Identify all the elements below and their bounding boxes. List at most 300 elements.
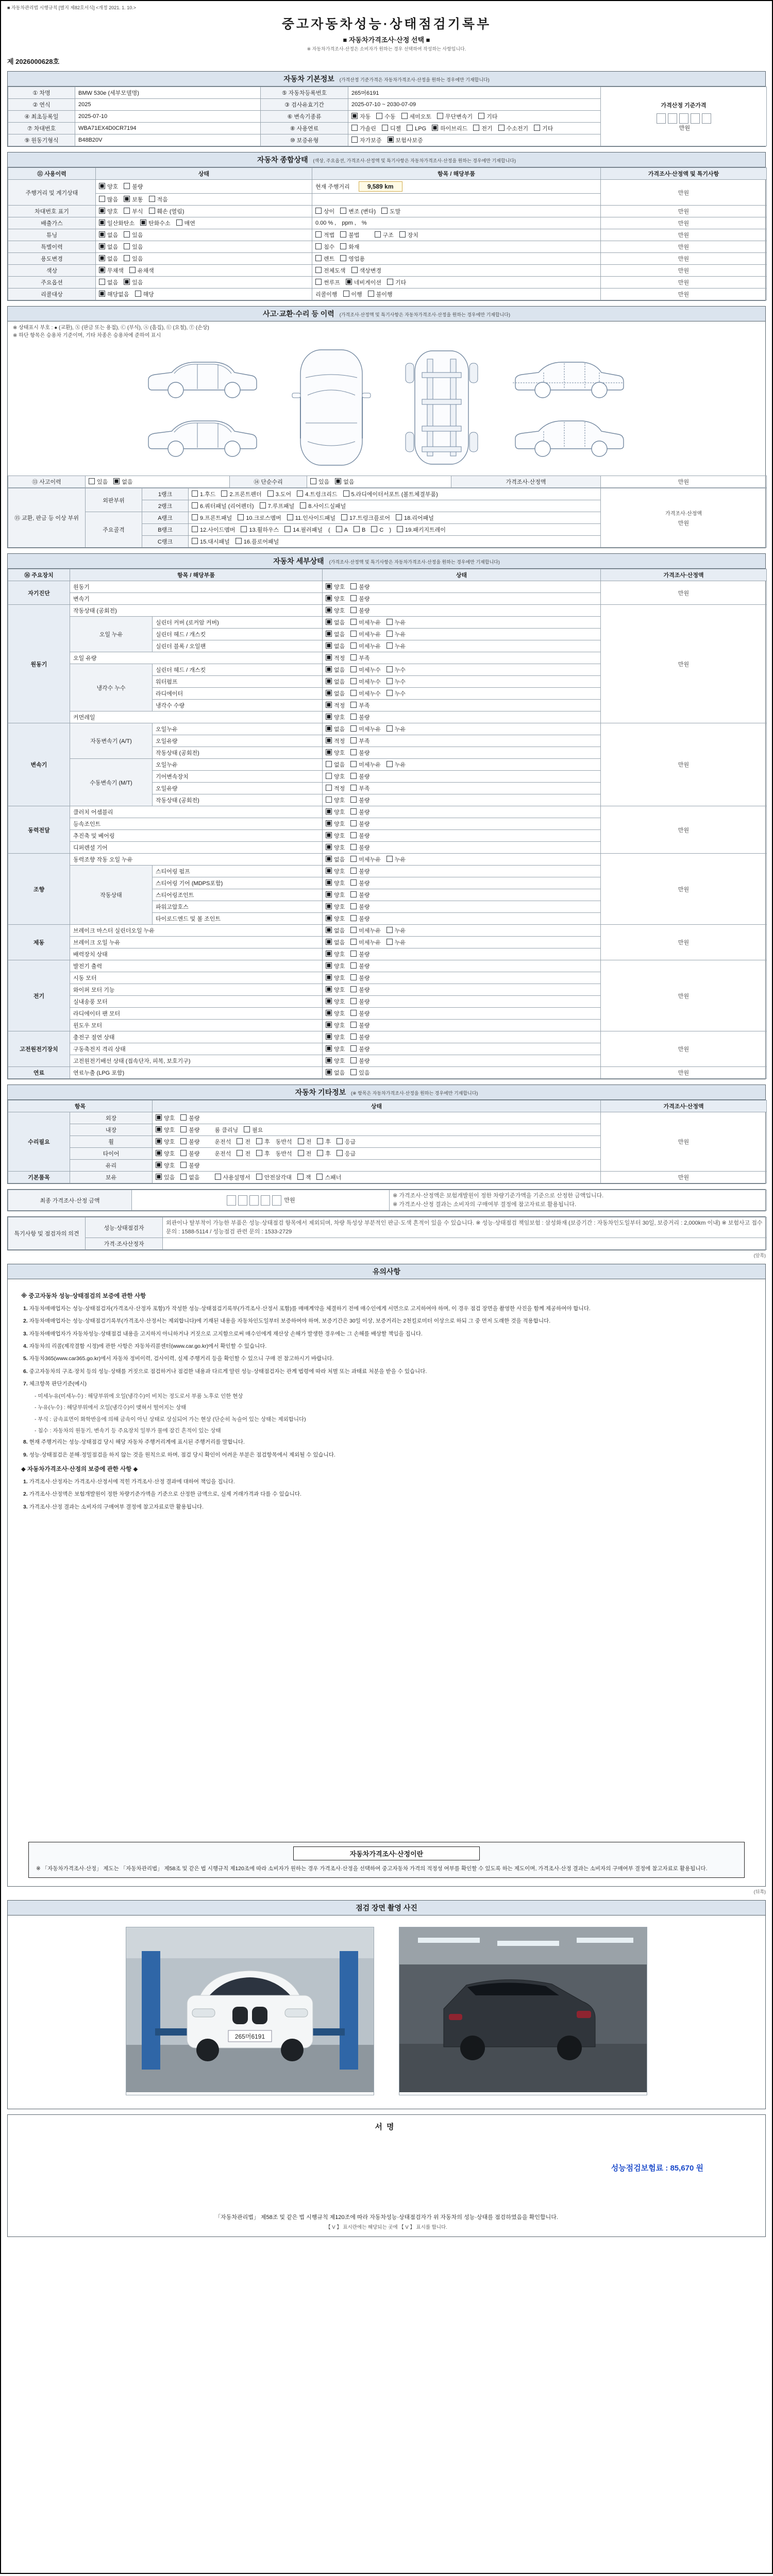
checkbox[interactable] [326, 666, 332, 672]
checkbox[interactable] [326, 690, 332, 696]
inline-text: 운전석 [214, 1139, 231, 1145]
check-option [335, 478, 354, 486]
check-option [326, 677, 345, 686]
checkbox[interactable] [386, 927, 393, 933]
price-cell: 만원 [601, 960, 767, 1031]
checkbox[interactable] [388, 137, 394, 143]
checkbox[interactable] [399, 231, 406, 238]
checkbox[interactable] [326, 631, 332, 637]
checkbox-label: 매연 [184, 221, 195, 227]
checkbox[interactable] [326, 785, 332, 791]
checkbox[interactable] [317, 1138, 323, 1144]
checkbox[interactable] [124, 279, 130, 285]
checkbox[interactable] [326, 678, 332, 684]
checkbox-label: 보험사보증 [395, 138, 423, 144]
checkbox[interactable] [156, 1126, 162, 1132]
vin-value: WBA71EX4D0CR7194 [75, 123, 261, 134]
checkbox[interactable] [149, 196, 155, 202]
checkbox[interactable] [335, 478, 341, 484]
checkbox[interactable] [237, 1150, 243, 1156]
check-option [326, 784, 345, 792]
checkbox-label: 미세누유 [359, 726, 381, 733]
checkbox[interactable] [350, 986, 357, 992]
checkbox[interactable] [326, 1045, 332, 1052]
checkbox[interactable] [350, 749, 357, 755]
checkbox[interactable] [124, 255, 130, 261]
checkbox[interactable] [351, 137, 358, 143]
checkbox[interactable] [326, 619, 332, 625]
checkbox[interactable] [326, 654, 332, 660]
check-option [149, 195, 168, 204]
checkbox[interactable] [343, 291, 349, 297]
checkbox[interactable] [375, 231, 381, 238]
checkbox[interactable] [473, 125, 479, 131]
signature-footer-line-1: 「자동차관리법」 제58조 및 같은 법 시행규칙 제120조에 따라 자동차성능·상태점검자가 위 자동차의 성능·상태를 점검하였음을 확인합니다. [215, 2214, 558, 2221]
checkbox-label: 미세누유 [359, 857, 381, 863]
checkbox[interactable] [298, 1138, 304, 1144]
checkbox[interactable] [350, 725, 357, 732]
check-option [326, 1057, 345, 1065]
checkbox-label: 전 [245, 1139, 251, 1145]
checkbox-label: A [344, 527, 348, 533]
check-option [397, 526, 446, 534]
checkbox[interactable] [350, 832, 357, 838]
checkbox[interactable] [351, 113, 358, 119]
checkbox[interactable] [215, 1174, 221, 1180]
check-option [498, 124, 529, 132]
checkbox[interactable] [351, 125, 358, 131]
checkbox[interactable] [371, 526, 377, 532]
warranty-label: ⑩ 보증유형 [261, 134, 348, 146]
checkbox[interactable] [315, 267, 322, 273]
checkbox[interactable] [326, 607, 332, 613]
checkbox[interactable] [350, 939, 357, 945]
checkbox[interactable] [350, 879, 357, 886]
checkbox[interactable] [350, 595, 357, 601]
checkbox[interactable] [238, 514, 244, 520]
checkbox[interactable] [350, 690, 357, 696]
checkbox[interactable] [350, 891, 357, 897]
check-option [221, 490, 261, 498]
vin-label: ⑦ 차대번호 [8, 123, 75, 134]
checkbox[interactable] [350, 1069, 357, 1075]
checkbox[interactable] [315, 208, 322, 214]
checkbox[interactable] [156, 1138, 162, 1144]
checkbox-label: 양호 [164, 1127, 175, 1133]
check-option [129, 266, 154, 275]
checkbox[interactable] [300, 502, 306, 509]
table-row [8, 476, 767, 488]
check-option [180, 1149, 199, 1158]
checkbox[interactable] [340, 231, 346, 238]
price-cell: 만원 [601, 1112, 767, 1172]
checkbox[interactable] [156, 1114, 162, 1121]
checkbox[interactable] [350, 974, 357, 980]
checkbox[interactable] [326, 1057, 332, 1063]
checkbox-label: 11.인사이드패널 [295, 515, 335, 521]
section-title-text: 자동차 기본정보 [283, 75, 334, 83]
checkbox[interactable] [99, 291, 105, 297]
checkbox[interactable] [386, 856, 393, 862]
state-cell [323, 818, 601, 830]
table-row [8, 1112, 767, 1124]
checkbox[interactable] [350, 773, 357, 779]
car-frame-side-svg [506, 346, 634, 469]
checkbox[interactable] [350, 1010, 357, 1016]
checkbox[interactable] [326, 749, 332, 755]
checkbox[interactable] [326, 808, 332, 815]
state-cell [153, 1136, 601, 1148]
checkbox[interactable] [376, 113, 382, 119]
checkbox[interactable] [192, 514, 198, 520]
checkbox[interactable] [386, 725, 393, 732]
checkbox[interactable] [315, 255, 322, 261]
checkbox[interactable] [350, 1057, 357, 1063]
checkbox[interactable] [99, 208, 105, 214]
document-subtitle: ■ 자동차가격조사·산정 선택 ■ [343, 36, 430, 44]
checkbox[interactable] [386, 678, 393, 684]
checkbox[interactable] [354, 526, 360, 532]
checkbox[interactable] [326, 927, 332, 933]
checkbox[interactable] [350, 915, 357, 921]
checkbox[interactable] [386, 642, 393, 649]
header-row [8, 1100, 767, 1112]
checkbox[interactable] [99, 255, 105, 261]
check-option [350, 1009, 369, 1018]
checkbox[interactable] [350, 844, 357, 850]
detail-cell [312, 217, 601, 229]
checkbox[interactable] [99, 219, 105, 226]
checkbox[interactable] [337, 1150, 343, 1156]
checkbox[interactable] [180, 1162, 187, 1168]
checkbox-label: 13.휠하우스 [249, 527, 279, 533]
checkbox[interactable] [326, 583, 332, 589]
checkbox[interactable] [180, 1126, 187, 1132]
checkbox[interactable] [350, 868, 357, 874]
checkbox[interactable] [326, 702, 332, 708]
checkbox[interactable] [156, 1162, 162, 1168]
year-value: 2025 [75, 99, 261, 111]
checkbox[interactable] [99, 231, 105, 238]
checkbox[interactable] [99, 183, 105, 189]
checkbox[interactable] [315, 243, 322, 249]
checkbox[interactable] [180, 1174, 187, 1180]
checkbox[interactable] [244, 1126, 250, 1132]
checkbox[interactable] [326, 761, 332, 767]
checkbox[interactable] [350, 678, 357, 684]
checkbox[interactable] [350, 927, 357, 933]
checkbox[interactable] [326, 737, 332, 743]
checkbox-label: 잭 [305, 1175, 311, 1181]
checkbox[interactable] [386, 690, 393, 696]
checkbox[interactable] [113, 478, 120, 484]
check-option [99, 207, 118, 215]
checkbox[interactable] [326, 951, 332, 957]
checkbox[interactable] [326, 595, 332, 601]
checkbox[interactable] [256, 1150, 262, 1156]
checkbox[interactable] [140, 219, 146, 226]
checkbox[interactable] [437, 113, 443, 119]
checkbox[interactable] [350, 702, 357, 708]
checkbox[interactable] [396, 514, 402, 520]
checkbox[interactable] [310, 478, 316, 484]
checkbox-label: 없음 [334, 667, 345, 673]
checkbox[interactable] [350, 856, 357, 862]
checkbox[interactable] [156, 1174, 162, 1180]
checkbox[interactable] [397, 526, 403, 532]
check-option [386, 725, 406, 733]
checkbox[interactable] [315, 231, 322, 238]
checkbox[interactable] [149, 208, 155, 214]
part-label: 작동상태 [70, 866, 153, 925]
checkbox[interactable] [326, 844, 332, 850]
checkbox[interactable] [317, 1150, 323, 1156]
checkbox[interactable] [326, 962, 332, 969]
checkbox[interactable] [407, 125, 413, 131]
item-name: 변속기 [70, 593, 323, 605]
checkbox[interactable] [326, 773, 332, 779]
checkbox-label: 불량 [359, 869, 370, 875]
checkbox[interactable] [192, 538, 198, 544]
checkbox[interactable] [256, 1138, 262, 1144]
detail-cell [312, 229, 601, 241]
car-side-views-diagram [139, 346, 267, 469]
checkbox[interactable] [135, 291, 141, 297]
item-name: 오일유량 [153, 735, 323, 747]
checkbox[interactable] [341, 514, 347, 520]
device-label: 조향 [8, 854, 70, 925]
check-option [351, 136, 382, 144]
checkbox[interactable] [287, 514, 293, 520]
checkbox[interactable] [99, 243, 105, 249]
checkbox[interactable] [350, 1045, 357, 1052]
checkbox-label: 불량 [359, 1035, 370, 1041]
checkbox[interactable] [350, 761, 357, 767]
checkbox[interactable] [340, 243, 346, 249]
checkbox[interactable] [297, 490, 303, 497]
checkbox[interactable] [326, 832, 332, 838]
item-name: 실린더 블록 / 오일팬 [153, 640, 323, 652]
checkbox-label: 3.도어 [275, 492, 292, 498]
checkbox[interactable] [337, 1138, 343, 1144]
checkbox-label: 양호 [334, 963, 345, 970]
checkbox[interactable] [350, 1033, 357, 1040]
checkbox[interactable] [180, 1114, 187, 1121]
checkbox[interactable] [221, 490, 227, 497]
checkbox[interactable] [176, 219, 182, 226]
checkbox[interactable] [124, 208, 130, 214]
checkbox[interactable] [350, 654, 357, 660]
checkbox[interactable] [99, 279, 105, 285]
checkbox-label: 있음 [132, 280, 143, 286]
checkbox[interactable] [343, 490, 349, 497]
checkbox[interactable] [326, 856, 332, 862]
checkbox[interactable] [350, 619, 357, 625]
checkbox[interactable] [89, 478, 95, 484]
checkbox[interactable] [386, 761, 393, 767]
checkbox[interactable] [350, 642, 357, 649]
item-name: 연료누출 (LPG 포함) [70, 1067, 323, 1079]
checkbox-label: 있음 [318, 479, 330, 485]
checkbox[interactable] [326, 974, 332, 980]
check-option [99, 182, 118, 191]
checkbox[interactable] [350, 1022, 357, 1028]
checkbox[interactable] [241, 526, 247, 532]
checkbox[interactable] [386, 631, 393, 637]
state-cell [323, 866, 601, 877]
checkbox-label: 불량 [359, 1011, 370, 1017]
checkbox-label: 불량 [359, 975, 370, 981]
checkbox[interactable] [350, 808, 357, 815]
check-option [340, 255, 365, 263]
checkbox[interactable] [350, 631, 357, 637]
check-option [326, 713, 345, 721]
row-label: 배출가스 [8, 217, 96, 229]
checkbox[interactable] [386, 619, 393, 625]
checkbox[interactable] [326, 820, 332, 826]
checkbox[interactable] [129, 267, 136, 273]
checkbox[interactable] [350, 998, 357, 1004]
checkbox[interactable] [340, 255, 346, 261]
checkbox[interactable] [346, 279, 352, 285]
checkbox[interactable] [99, 267, 105, 273]
item-number: 2. [23, 1318, 29, 1325]
checkbox[interactable] [124, 231, 130, 238]
checkbox[interactable] [350, 903, 357, 909]
checkbox[interactable] [326, 642, 332, 649]
checkbox[interactable] [336, 526, 342, 532]
checkbox[interactable] [99, 196, 105, 202]
check-option [340, 231, 359, 239]
checkbox[interactable] [124, 183, 130, 189]
state-cell [323, 640, 601, 652]
checkbox[interactable] [326, 986, 332, 992]
checkbox[interactable] [326, 903, 332, 909]
checkbox[interactable] [368, 291, 374, 297]
section-notice-title [8, 1264, 765, 1279]
checkbox-label: 누유 [394, 762, 406, 768]
checkbox[interactable] [498, 125, 505, 131]
table-row [8, 960, 767, 972]
checkbox[interactable] [534, 125, 540, 131]
checkbox[interactable] [326, 879, 332, 886]
checkbox[interactable] [124, 196, 130, 202]
column-header: 항목 [8, 1100, 153, 1112]
checkbox[interactable] [326, 1033, 332, 1040]
checkbox[interactable] [236, 538, 242, 544]
checkbox-label: 양호 [334, 952, 345, 958]
checkbox[interactable] [350, 714, 357, 720]
photo-front-svg [126, 1927, 374, 2092]
checkbox[interactable] [326, 725, 332, 732]
checkbox[interactable] [180, 1150, 187, 1156]
check-option [267, 490, 291, 498]
checkbox[interactable] [326, 714, 332, 720]
checkbox[interactable] [192, 526, 198, 532]
checkbox-label: 유채색 [137, 268, 154, 274]
checkbox[interactable] [387, 279, 393, 285]
checkbox[interactable] [350, 820, 357, 826]
checkbox[interactable] [351, 267, 358, 273]
checkbox-label: 해당없음 [107, 292, 129, 298]
checkbox[interactable] [350, 962, 357, 969]
check-option [534, 124, 553, 132]
checkbox[interactable] [260, 502, 266, 509]
checkbox[interactable] [316, 1174, 323, 1180]
check-option [350, 950, 369, 958]
checkbox[interactable] [340, 208, 346, 214]
check-option [326, 962, 345, 970]
digit-box [668, 113, 677, 124]
item-text: 성능·상태점검은 분해·정밀점검을 하지 않는 것을 원칙으로 하며, 점검 당시 확인이 어려운 부분은 점검항목에서 제외될 수 있습니다. [29, 1451, 335, 1458]
final-price-unit: 만원 [284, 1197, 295, 1204]
checkbox[interactable] [326, 868, 332, 874]
item-name: 오일유량 [153, 783, 323, 794]
checkbox[interactable] [326, 939, 332, 945]
inline-text: 동반석 [275, 1151, 292, 1157]
table-row [8, 581, 767, 593]
checkbox[interactable] [267, 490, 274, 497]
checkbox[interactable] [192, 490, 198, 497]
checkbox[interactable] [350, 785, 357, 791]
checkbox-label: 있음 [132, 232, 143, 239]
check-option [180, 1126, 199, 1134]
item-name: 라디에이터 [153, 688, 323, 700]
checkbox[interactable] [326, 1010, 332, 1016]
checkbox[interactable] [156, 1150, 162, 1156]
checkbox[interactable] [297, 1174, 304, 1180]
checkbox[interactable] [315, 279, 322, 285]
checkbox[interactable] [326, 1069, 332, 1075]
state-cell [96, 253, 312, 265]
checkbox[interactable] [386, 666, 393, 672]
check-option [300, 502, 346, 510]
check-option [337, 1149, 356, 1158]
checkbox[interactable] [237, 1138, 243, 1144]
check-option [350, 986, 369, 994]
checkbox-label: 화재 [348, 244, 360, 250]
checkbox[interactable] [326, 998, 332, 1004]
checkbox[interactable] [256, 1174, 262, 1180]
checkbox[interactable] [350, 951, 357, 957]
checkbox[interactable] [284, 526, 291, 532]
checkbox[interactable] [432, 125, 438, 131]
checkbox[interactable] [401, 113, 408, 119]
checkbox-label: 있음 [359, 1070, 370, 1076]
checkbox[interactable] [350, 737, 357, 743]
checkbox[interactable] [326, 1022, 332, 1028]
checkbox[interactable] [350, 607, 357, 613]
checkbox[interactable] [298, 1150, 304, 1156]
checkbox[interactable] [124, 243, 130, 249]
checkbox[interactable] [386, 939, 393, 945]
checkbox[interactable] [478, 113, 484, 119]
check-option [124, 207, 143, 215]
checkbox[interactable] [350, 583, 357, 589]
checkbox[interactable] [350, 796, 357, 803]
checkbox[interactable] [180, 1138, 187, 1144]
checkbox[interactable] [326, 891, 332, 897]
checkbox[interactable] [326, 796, 332, 803]
checkbox[interactable] [350, 666, 357, 672]
checkbox-label: 있음 [132, 244, 143, 250]
checkbox[interactable] [326, 915, 332, 921]
checkbox[interactable] [382, 125, 388, 131]
checkbox[interactable] [381, 208, 388, 214]
item-name: 시동 모터 [70, 972, 323, 984]
checkbox[interactable] [192, 502, 198, 509]
state-cell [323, 877, 601, 889]
